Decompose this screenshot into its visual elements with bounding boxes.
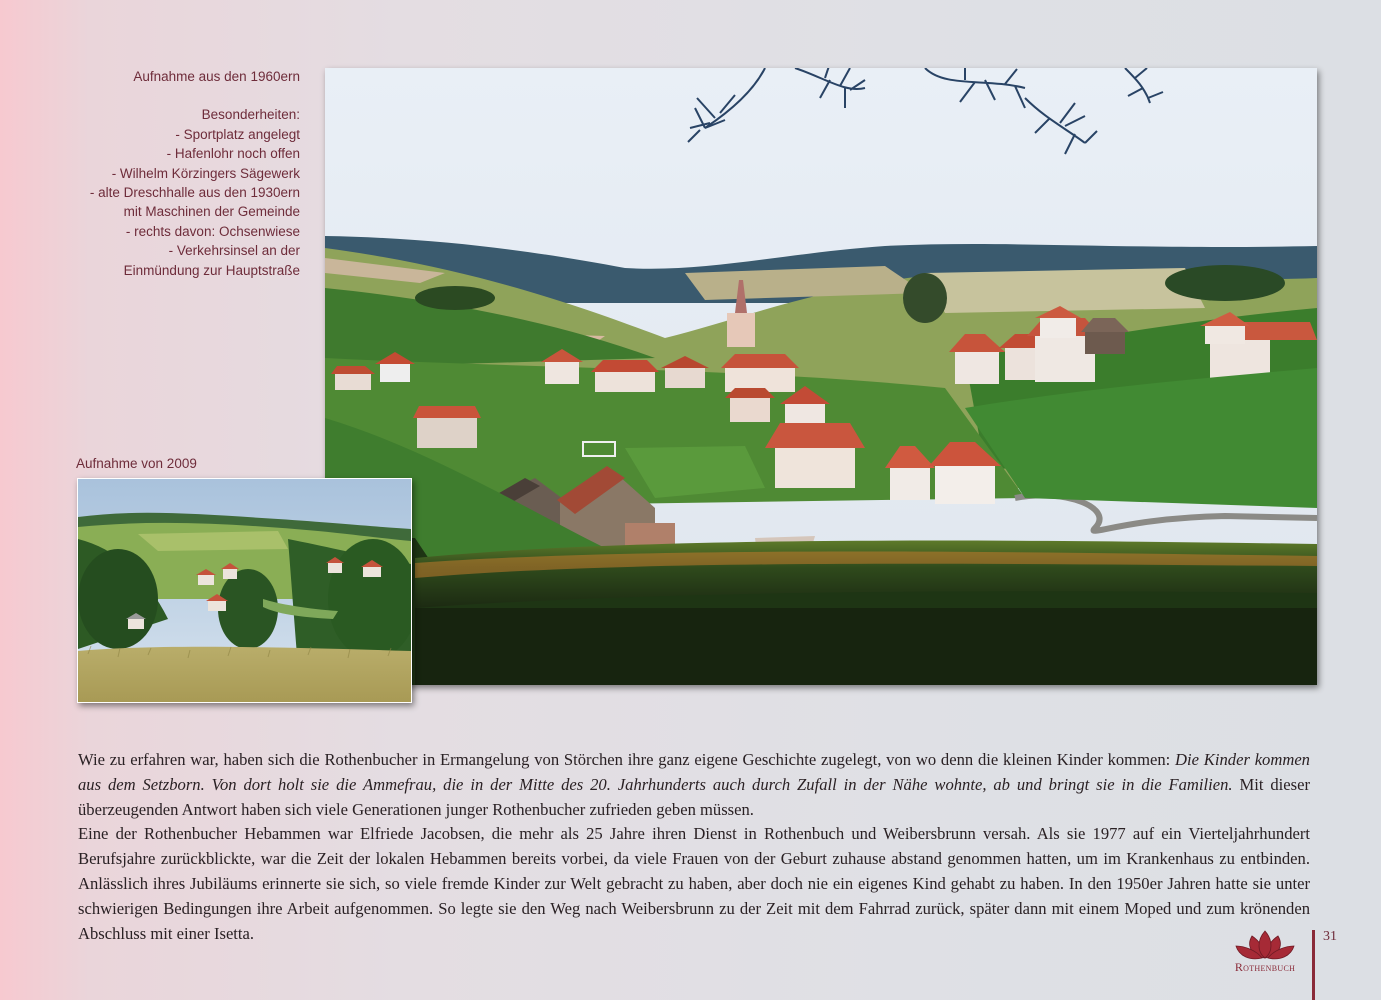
paragraph-1-text-end: Mit dieser überzeugenden Antwort haben sich viele Generationen junger Rothenbucher zufrieden geben müssen. xyxy=(78,774,1310,819)
paragraph-1-text: Wie zu erfahren war, haben sich die Rothenbucher in Ermangelung von Störchen ihre ganz eigene Geschichte zugelegt, von wo denn die kleinen Kinder kommen: xyxy=(78,750,1176,769)
caption-features-heading: Besonderheiten: xyxy=(201,107,300,123)
rothenbuch-logo-text: Rothenbuch xyxy=(1234,960,1296,974)
photo-caption-1960s xyxy=(40,67,300,280)
caption-feature: Einmündung zur Hauptstraße xyxy=(123,262,300,278)
page-number: 31 xyxy=(1323,929,1337,944)
paragraph-2: Eine der Rothenbucher Hebammen war Elfriede Jacobsen, die mehr als 25 Jahre ihren Dienst in Rothenbuch und Weibersbrunn versah. Als sie 1977 auf ein Vierteljahrhundert Berufsjahre zurückblickte, war die Zeit der lokalen Hebammen bereits vorbei, da viele Frauen von der Geburt zuhause abstand genommen hatten, um im Krankenhaus zu entbinden. Anlässlich ihres Jubiläums erinnerte sie sich, so viele fremde Kinder zur Welt gebracht zu haben, aber doch nie ein eigenes Kind gehabt zu haben. In den 1950er Jahren hatte sie unter schwierigen Bedingungen ihre Arbeit aufgenommen. So legte sie den Weg nach Weibersbrunn zu der Zeit mit dem Fahrrad zurück, später dann mit einem Moped und zum krönenden Abschluss mit einer Isetta. xyxy=(78,824,1310,943)
paragraph-1 xyxy=(78,748,1310,822)
caption-feature: - Hafenlohr noch offen xyxy=(166,146,300,162)
village-photo-1960s xyxy=(325,68,1317,685)
caption-feature: mit Maschinen der Gemeinde xyxy=(123,204,300,220)
caption-feature: - alte Dreschhalle aus den 1930ern xyxy=(89,185,300,201)
caption-feature: - Sportplatz angelegt xyxy=(175,126,300,142)
caption-feature: - Verkehrsinsel an der xyxy=(168,243,300,259)
caption-feature: - rechts davon: Ochsenwiese xyxy=(125,223,300,239)
caption-feature: - Wilhelm Körzingers Sägewerk xyxy=(111,165,300,181)
paragraph-1-quote: Die Kinder kommen aus dem Setzborn. Von dort holt sie die Ammefrau, die in der Mitte des 20. Jahrhunderts auch durch Zufall in der Nähe wohnte, ab und bringt sie in die Familien. xyxy=(78,750,1310,794)
caption-title: Aufnahme aus den 1960ern xyxy=(133,69,300,84)
page-number-rule xyxy=(1312,930,1315,1000)
body-text xyxy=(78,748,1310,946)
photo-caption-2009: Aufnahme von 2009 xyxy=(76,456,197,471)
village-photo-2009 xyxy=(77,478,412,703)
